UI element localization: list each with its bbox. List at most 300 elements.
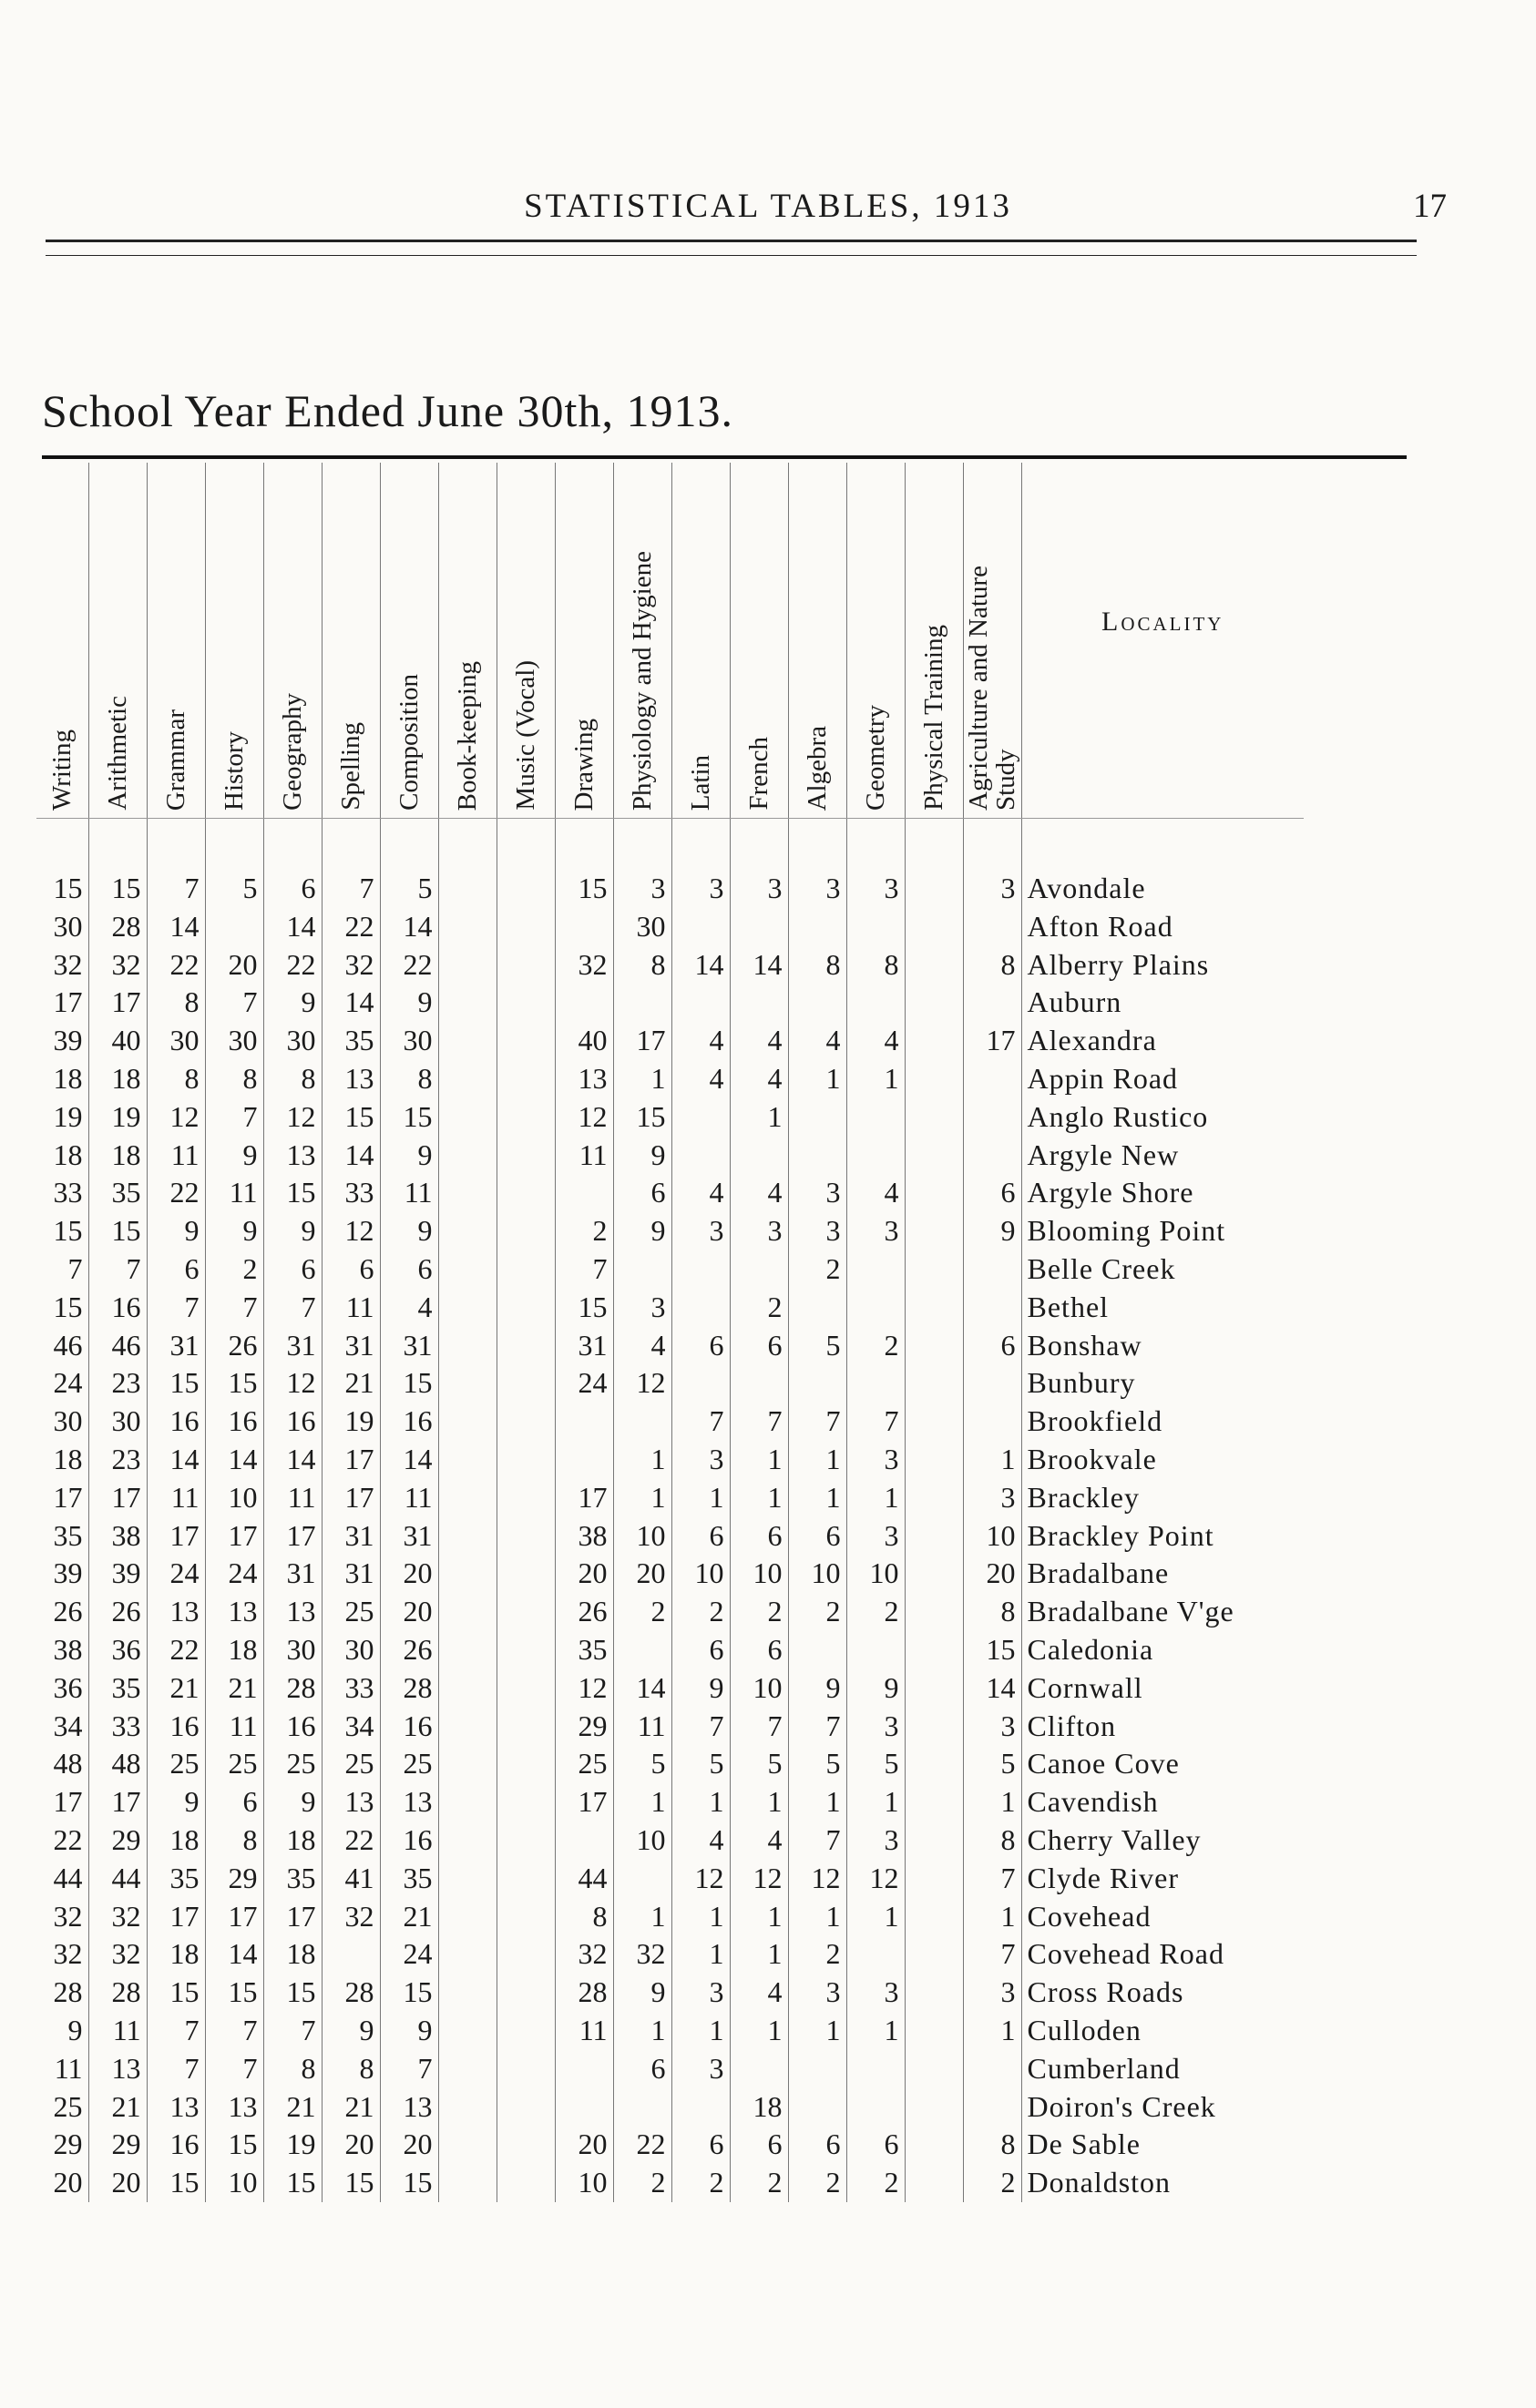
column-header-drawing bbox=[555, 463, 613, 819]
value-cell-agriculture-nature-study bbox=[963, 1137, 1021, 1175]
value-cell-drawing bbox=[555, 1821, 613, 1860]
locality-cell: Cornwall bbox=[1027, 1670, 1143, 1704]
value-cell-agriculture-nature-study bbox=[963, 1098, 1021, 1137]
value-cell-arithmetic: 16 bbox=[88, 1289, 147, 1327]
value-cell-history: 16 bbox=[205, 1403, 263, 1441]
column-header-geography bbox=[263, 463, 322, 819]
value-cell-physiology-hygiene: 6 bbox=[613, 1174, 671, 1212]
value-cell-algebra: 7 bbox=[788, 1403, 846, 1441]
value-cell-physical-training bbox=[905, 1212, 963, 1250]
value-cell-french bbox=[730, 2050, 788, 2088]
value-cell-algebra: 2 bbox=[788, 1250, 846, 1289]
value-cell-composition: 5 bbox=[380, 819, 438, 908]
value-cell-physical-training bbox=[905, 1022, 963, 1060]
value-cell-physiology-hygiene: 10 bbox=[613, 1821, 671, 1860]
value-cell-arithmetic: 29 bbox=[88, 1821, 147, 1860]
value-cell-book-keeping bbox=[438, 1212, 497, 1250]
value-cell-agriculture-nature-study bbox=[963, 2088, 1021, 2127]
value-cell-physical-training bbox=[905, 2164, 963, 2202]
locality-cell: Cherry Valley bbox=[1027, 1822, 1202, 1856]
value-cell-drawing: 32 bbox=[555, 946, 613, 985]
value-cell-drawing: 10 bbox=[555, 2164, 613, 2202]
value-cell-physiology-hygiene: 3 bbox=[613, 819, 671, 908]
value-cell-algebra: 9 bbox=[788, 1669, 846, 1708]
value-cell-book-keeping bbox=[438, 1631, 497, 1669]
value-cell-geometry bbox=[846, 2050, 905, 2088]
value-cell-french bbox=[730, 1137, 788, 1175]
value-cell-history: 21 bbox=[205, 1669, 263, 1708]
column-header-label: Drawing bbox=[569, 718, 599, 811]
value-cell-geography: 7 bbox=[263, 2012, 322, 2050]
value-cell-arithmetic: 39 bbox=[88, 1555, 147, 1593]
value-cell-french: 10 bbox=[730, 1669, 788, 1708]
value-cell-physical-training bbox=[905, 1289, 963, 1327]
value-cell-geometry: 1 bbox=[846, 1898, 905, 1936]
value-cell-music-vocal bbox=[497, 1708, 555, 1746]
table-row bbox=[36, 1212, 1304, 1250]
value-cell-composition: 9 bbox=[380, 984, 438, 1022]
value-cell-writing: 39 bbox=[36, 1022, 88, 1060]
value-cell-physiology-hygiene: 20 bbox=[613, 1555, 671, 1593]
value-cell-arithmetic: 48 bbox=[88, 1745, 147, 1783]
value-cell-geometry: 4 bbox=[846, 1022, 905, 1060]
value-cell-physiology-hygiene: 9 bbox=[613, 1212, 671, 1250]
value-cell-writing: 11 bbox=[36, 2050, 88, 2088]
value-cell-arithmetic: 35 bbox=[88, 1669, 147, 1708]
value-cell-physiology-hygiene bbox=[613, 1860, 671, 1898]
value-cell-history: 7 bbox=[205, 2050, 263, 2088]
value-cell-algebra bbox=[788, 1631, 846, 1669]
value-cell-algebra: 1 bbox=[788, 2012, 846, 2050]
value-cell-arithmetic: 26 bbox=[88, 1593, 147, 1631]
value-cell-history: 15 bbox=[205, 1974, 263, 2012]
value-cell-physical-training bbox=[905, 1974, 963, 2012]
value-cell-book-keeping bbox=[438, 1137, 497, 1175]
column-header-label: Locality bbox=[1101, 607, 1224, 637]
locality-cell: Culloden bbox=[1027, 2013, 1142, 2046]
value-cell-agriculture-nature-study bbox=[963, 1250, 1021, 1289]
table-row bbox=[36, 1022, 1304, 1060]
value-cell-physiology-hygiene: 1 bbox=[613, 1783, 671, 1821]
value-cell-geography: 9 bbox=[263, 984, 322, 1022]
column-header-french bbox=[730, 463, 788, 819]
value-cell-arithmetic: 28 bbox=[88, 1974, 147, 2012]
value-cell-book-keeping bbox=[438, 1174, 497, 1212]
value-cell-latin: 4 bbox=[671, 1821, 730, 1860]
value-cell-music-vocal bbox=[497, 1669, 555, 1708]
value-cell-grammar: 6 bbox=[147, 1250, 205, 1289]
column-header-label: French bbox=[744, 737, 773, 811]
value-cell-french: 4 bbox=[730, 1174, 788, 1212]
table-row bbox=[36, 946, 1304, 985]
value-cell-spelling: 12 bbox=[322, 1212, 380, 1250]
value-cell-agriculture-nature-study: 14 bbox=[963, 1669, 1021, 1708]
table-row bbox=[36, 1631, 1304, 1669]
value-cell-geometry: 7 bbox=[846, 1403, 905, 1441]
value-cell-algebra: 2 bbox=[788, 2164, 846, 2202]
value-cell-latin: 3 bbox=[671, 819, 730, 908]
table-row bbox=[36, 1708, 1304, 1746]
value-cell-geography: 9 bbox=[263, 1212, 322, 1250]
value-cell-geometry: 3 bbox=[846, 819, 905, 908]
value-cell-history bbox=[205, 908, 263, 946]
value-cell-book-keeping bbox=[438, 1555, 497, 1593]
value-cell-french: 4 bbox=[730, 1821, 788, 1860]
value-cell-music-vocal bbox=[497, 1212, 555, 1250]
value-cell-composition: 6 bbox=[380, 1250, 438, 1289]
value-cell-book-keeping bbox=[438, 2050, 497, 2088]
value-cell-spelling bbox=[322, 1935, 380, 1974]
value-cell-physical-training bbox=[905, 1403, 963, 1441]
value-cell-arithmetic: 36 bbox=[88, 1631, 147, 1669]
value-cell-history: 24 bbox=[205, 1555, 263, 1593]
value-cell-latin: 6 bbox=[671, 1517, 730, 1556]
value-cell-french: 1 bbox=[730, 1441, 788, 1479]
table-row bbox=[36, 1441, 1304, 1479]
value-cell-geometry bbox=[846, 1098, 905, 1137]
value-cell-grammar: 7 bbox=[147, 2050, 205, 2088]
table-row bbox=[36, 1860, 1304, 1898]
value-cell-physiology-hygiene: 1 bbox=[613, 1479, 671, 1517]
value-cell-physical-training bbox=[905, 1745, 963, 1783]
value-cell-book-keeping bbox=[438, 1745, 497, 1783]
value-cell-music-vocal bbox=[497, 1783, 555, 1821]
column-header-label: Algebra bbox=[803, 725, 832, 811]
value-cell-drawing: 32 bbox=[555, 1935, 613, 1974]
value-cell-grammar: 15 bbox=[147, 1974, 205, 2012]
value-cell-music-vocal bbox=[497, 1555, 555, 1593]
value-cell-music-vocal bbox=[497, 1250, 555, 1289]
value-cell-french: 4 bbox=[730, 1022, 788, 1060]
value-cell-writing: 15 bbox=[36, 1289, 88, 1327]
value-cell-music-vocal bbox=[497, 1098, 555, 1137]
value-cell-physical-training bbox=[905, 1327, 963, 1365]
value-cell-geography: 28 bbox=[263, 1669, 322, 1708]
value-cell-physiology-hygiene: 10 bbox=[613, 1517, 671, 1556]
value-cell-drawing bbox=[555, 2088, 613, 2127]
value-cell-geography: 19 bbox=[263, 2126, 322, 2164]
value-cell-physical-training bbox=[905, 1098, 963, 1137]
value-cell-spelling: 14 bbox=[322, 984, 380, 1022]
value-cell-book-keeping bbox=[438, 1479, 497, 1517]
value-cell-history: 6 bbox=[205, 1783, 263, 1821]
value-cell-grammar: 16 bbox=[147, 1403, 205, 1441]
value-cell-grammar: 24 bbox=[147, 1555, 205, 1593]
table-row bbox=[36, 1364, 1304, 1403]
value-cell-music-vocal bbox=[497, 1517, 555, 1556]
value-cell-latin: 3 bbox=[671, 2050, 730, 2088]
value-cell-geography: 12 bbox=[263, 1364, 322, 1403]
value-cell-arithmetic: 17 bbox=[88, 1783, 147, 1821]
value-cell-french: 12 bbox=[730, 1860, 788, 1898]
value-cell-music-vocal bbox=[497, 2012, 555, 2050]
value-cell-history: 9 bbox=[205, 1212, 263, 1250]
locality-cell: Covehead Road bbox=[1027, 1937, 1224, 1971]
locality-cell: Caledonia bbox=[1027, 1632, 1154, 1666]
value-cell-drawing bbox=[555, 1441, 613, 1479]
value-cell-geography: 31 bbox=[263, 1555, 322, 1593]
column-header-history bbox=[205, 463, 263, 819]
value-cell-composition: 16 bbox=[380, 1821, 438, 1860]
table-row bbox=[36, 1555, 1304, 1593]
value-cell-history: 11 bbox=[205, 1174, 263, 1212]
value-cell-music-vocal bbox=[497, 1327, 555, 1365]
value-cell-composition: 11 bbox=[380, 1174, 438, 1212]
value-cell-writing: 32 bbox=[36, 946, 88, 985]
value-cell-physical-training bbox=[905, 1060, 963, 1098]
value-cell-agriculture-nature-study: 10 bbox=[963, 1517, 1021, 1556]
value-cell-drawing: 38 bbox=[555, 1517, 613, 1556]
value-cell-french: 6 bbox=[730, 2126, 788, 2164]
value-cell-geography: 13 bbox=[263, 1593, 322, 1631]
value-cell-drawing: 25 bbox=[555, 1745, 613, 1783]
value-cell-arithmetic: 30 bbox=[88, 1403, 147, 1441]
table-row bbox=[36, 1821, 1304, 1860]
value-cell-latin: 12 bbox=[671, 1860, 730, 1898]
value-cell-physiology-hygiene: 22 bbox=[613, 2126, 671, 2164]
value-cell-music-vocal bbox=[497, 1479, 555, 1517]
value-cell-history: 9 bbox=[205, 1137, 263, 1175]
value-cell-music-vocal bbox=[497, 1364, 555, 1403]
value-cell-book-keeping bbox=[438, 2164, 497, 2202]
value-cell-arithmetic: 11 bbox=[88, 2012, 147, 2050]
value-cell-history: 8 bbox=[205, 1821, 263, 1860]
value-cell-geometry: 12 bbox=[846, 1860, 905, 1898]
value-cell-spelling: 6 bbox=[322, 1250, 380, 1289]
value-cell-grammar: 7 bbox=[147, 2012, 205, 2050]
table-row bbox=[36, 1935, 1304, 1974]
value-cell-physiology-hygiene: 32 bbox=[613, 1935, 671, 1974]
value-cell-algebra bbox=[788, 2088, 846, 2127]
table-row bbox=[36, 1060, 1304, 1098]
value-cell-writing: 18 bbox=[36, 1441, 88, 1479]
value-cell-latin: 3 bbox=[671, 1212, 730, 1250]
value-cell-grammar: 13 bbox=[147, 1593, 205, 1631]
value-cell-geography: 14 bbox=[263, 908, 322, 946]
value-cell-latin: 6 bbox=[671, 1631, 730, 1669]
value-cell-physiology-hygiene: 2 bbox=[613, 2164, 671, 2202]
value-cell-geography: 25 bbox=[263, 1745, 322, 1783]
value-cell-physiology-hygiene: 5 bbox=[613, 1745, 671, 1783]
value-cell-drawing: 11 bbox=[555, 1137, 613, 1175]
value-cell-physical-training bbox=[905, 1898, 963, 1936]
value-cell-arithmetic: 23 bbox=[88, 1364, 147, 1403]
locality-cell: Blooming Point bbox=[1027, 1214, 1226, 1248]
value-cell-drawing: 15 bbox=[555, 1289, 613, 1327]
value-cell-spelling: 17 bbox=[322, 1479, 380, 1517]
value-cell-french bbox=[730, 908, 788, 946]
value-cell-physiology-hygiene: 11 bbox=[613, 1708, 671, 1746]
value-cell-physical-training bbox=[905, 1860, 963, 1898]
value-cell-algebra: 7 bbox=[788, 1708, 846, 1746]
locality-cell: Bonshaw bbox=[1027, 1328, 1142, 1362]
value-cell-composition: 30 bbox=[380, 1022, 438, 1060]
value-cell-agriculture-nature-study: 17 bbox=[963, 1022, 1021, 1060]
value-cell-grammar: 18 bbox=[147, 1935, 205, 1974]
value-cell-latin: 7 bbox=[671, 1708, 730, 1746]
value-cell-music-vocal bbox=[497, 946, 555, 985]
value-cell-spelling: 31 bbox=[322, 1327, 380, 1365]
value-cell-algebra bbox=[788, 1137, 846, 1175]
value-cell-grammar: 8 bbox=[147, 1060, 205, 1098]
table-row bbox=[36, 819, 1304, 908]
value-cell-drawing bbox=[555, 1403, 613, 1441]
value-cell-history: 15 bbox=[205, 2126, 263, 2164]
value-cell-composition: 35 bbox=[380, 1860, 438, 1898]
value-cell-book-keeping bbox=[438, 1441, 497, 1479]
value-cell-algebra: 1 bbox=[788, 1898, 846, 1936]
value-cell-physical-training bbox=[905, 1669, 963, 1708]
locality-cell: Auburn bbox=[1027, 985, 1122, 1019]
value-cell-physiology-hygiene bbox=[613, 984, 671, 1022]
value-cell-geography: 16 bbox=[263, 1403, 322, 1441]
value-cell-agriculture-nature-study: 9 bbox=[963, 1212, 1021, 1250]
column-header-label: Physical Training bbox=[919, 625, 948, 811]
value-cell-writing: 17 bbox=[36, 984, 88, 1022]
value-cell-arithmetic: 33 bbox=[88, 1708, 147, 1746]
value-cell-history: 29 bbox=[205, 1860, 263, 1898]
table-row bbox=[36, 1898, 1304, 1936]
value-cell-arithmetic: 13 bbox=[88, 2050, 147, 2088]
value-cell-writing: 18 bbox=[36, 1137, 88, 1175]
value-cell-grammar: 9 bbox=[147, 1783, 205, 1821]
value-cell-algebra bbox=[788, 908, 846, 946]
value-cell-drawing bbox=[555, 908, 613, 946]
value-cell-spelling: 41 bbox=[322, 1860, 380, 1898]
table-row bbox=[36, 1669, 1304, 1708]
value-cell-geography: 16 bbox=[263, 1708, 322, 1746]
value-cell-spelling: 30 bbox=[322, 1631, 380, 1669]
value-cell-arithmetic: 29 bbox=[88, 2126, 147, 2164]
column-header-label: Geography bbox=[278, 693, 307, 811]
value-cell-algebra: 7 bbox=[788, 1821, 846, 1860]
table-row bbox=[36, 1974, 1304, 2012]
value-cell-composition: 14 bbox=[380, 908, 438, 946]
value-cell-agriculture-nature-study: 3 bbox=[963, 1708, 1021, 1746]
value-cell-grammar: 12 bbox=[147, 1098, 205, 1137]
locality-cell: Bradalbane bbox=[1027, 1556, 1170, 1590]
value-cell-grammar: 16 bbox=[147, 2126, 205, 2164]
value-cell-composition: 8 bbox=[380, 1060, 438, 1098]
value-cell-spelling: 15 bbox=[322, 2164, 380, 2202]
value-cell-composition: 13 bbox=[380, 2088, 438, 2127]
value-cell-history: 10 bbox=[205, 1479, 263, 1517]
value-cell-composition: 15 bbox=[380, 2164, 438, 2202]
locality-cell: Argyle New bbox=[1027, 1138, 1180, 1171]
value-cell-grammar: 15 bbox=[147, 1364, 205, 1403]
value-cell-spelling: 31 bbox=[322, 1555, 380, 1593]
column-header-book-keeping bbox=[438, 463, 497, 819]
value-cell-physical-training bbox=[905, 819, 963, 908]
value-cell-writing: 46 bbox=[36, 1327, 88, 1365]
value-cell-geography: 17 bbox=[263, 1517, 322, 1556]
value-cell-writing: 22 bbox=[36, 1821, 88, 1860]
value-cell-french: 3 bbox=[730, 819, 788, 908]
value-cell-geography: 14 bbox=[263, 1441, 322, 1479]
value-cell-writing: 15 bbox=[36, 819, 88, 908]
value-cell-latin bbox=[671, 1364, 730, 1403]
locality-cell: Canoe Cove bbox=[1027, 1747, 1180, 1780]
value-cell-physiology-hygiene bbox=[613, 1250, 671, 1289]
value-cell-arithmetic: 38 bbox=[88, 1517, 147, 1556]
value-cell-french: 14 bbox=[730, 946, 788, 985]
value-cell-book-keeping bbox=[438, 1898, 497, 1936]
value-cell-latin: 9 bbox=[671, 1669, 730, 1708]
value-cell-physical-training bbox=[905, 2088, 963, 2127]
value-cell-algebra: 2 bbox=[788, 1593, 846, 1631]
value-cell-physical-training bbox=[905, 1174, 963, 1212]
value-cell-grammar: 22 bbox=[147, 1631, 205, 1669]
value-cell-drawing: 11 bbox=[555, 2012, 613, 2050]
value-cell-grammar: 14 bbox=[147, 1441, 205, 1479]
value-cell-agriculture-nature-study: 6 bbox=[963, 1327, 1021, 1365]
value-cell-spelling: 7 bbox=[322, 819, 380, 908]
table-row bbox=[36, 1479, 1304, 1517]
value-cell-history: 7 bbox=[205, 984, 263, 1022]
column-header-locality bbox=[1021, 463, 1304, 819]
value-cell-geography: 22 bbox=[263, 946, 322, 985]
value-cell-drawing: 26 bbox=[555, 1593, 613, 1631]
value-cell-latin bbox=[671, 1098, 730, 1137]
column-header-label: Music (Vocal) bbox=[511, 660, 540, 811]
value-cell-french: 10 bbox=[730, 1555, 788, 1593]
locality-cell: Covehead bbox=[1027, 1899, 1152, 1933]
value-cell-physiology-hygiene bbox=[613, 1631, 671, 1669]
value-cell-grammar: 21 bbox=[147, 1669, 205, 1708]
locality-cell: Cavendish bbox=[1027, 1785, 1159, 1819]
value-cell-geography: 30 bbox=[263, 1022, 322, 1060]
value-cell-arithmetic: 32 bbox=[88, 946, 147, 985]
value-cell-agriculture-nature-study: 3 bbox=[963, 1974, 1021, 2012]
value-cell-arithmetic: 20 bbox=[88, 2164, 147, 2202]
value-cell-physiology-hygiene: 17 bbox=[613, 1022, 671, 1060]
value-cell-drawing: 35 bbox=[555, 1631, 613, 1669]
value-cell-music-vocal bbox=[497, 1060, 555, 1098]
running-head: STATISTICAL TABLES, 1913 bbox=[524, 188, 1012, 225]
column-header-grammar bbox=[147, 463, 205, 819]
column-header-composition bbox=[380, 463, 438, 819]
column-header-agriculture-nature-study bbox=[963, 463, 1021, 819]
value-cell-arithmetic: 46 bbox=[88, 1327, 147, 1365]
table-row bbox=[36, 1403, 1304, 1441]
value-cell-history: 8 bbox=[205, 1060, 263, 1098]
value-cell-grammar: 15 bbox=[147, 2164, 205, 2202]
value-cell-french: 6 bbox=[730, 1517, 788, 1556]
value-cell-history: 13 bbox=[205, 1593, 263, 1631]
value-cell-grammar: 18 bbox=[147, 1821, 205, 1860]
column-header-physiology-hygiene bbox=[613, 463, 671, 819]
value-cell-french bbox=[730, 1364, 788, 1403]
value-cell-music-vocal bbox=[497, 1898, 555, 1936]
value-cell-spelling: 19 bbox=[322, 1403, 380, 1441]
value-cell-composition: 11 bbox=[380, 1479, 438, 1517]
value-cell-geometry bbox=[846, 2088, 905, 2127]
value-cell-geometry: 10 bbox=[846, 1555, 905, 1593]
value-cell-drawing: 17 bbox=[555, 1479, 613, 1517]
table-row bbox=[36, 1745, 1304, 1783]
value-cell-algebra: 3 bbox=[788, 819, 846, 908]
value-cell-geography: 18 bbox=[263, 1935, 322, 1974]
value-cell-history: 14 bbox=[205, 1935, 263, 1974]
value-cell-algebra bbox=[788, 1289, 846, 1327]
value-cell-writing: 28 bbox=[36, 1974, 88, 2012]
value-cell-algebra: 3 bbox=[788, 1174, 846, 1212]
value-cell-agriculture-nature-study: 8 bbox=[963, 2126, 1021, 2164]
locality-cell: Doiron's Creek bbox=[1027, 2089, 1216, 2123]
value-cell-composition: 16 bbox=[380, 1403, 438, 1441]
value-cell-arithmetic: 18 bbox=[88, 1060, 147, 1098]
value-cell-grammar: 9 bbox=[147, 1212, 205, 1250]
